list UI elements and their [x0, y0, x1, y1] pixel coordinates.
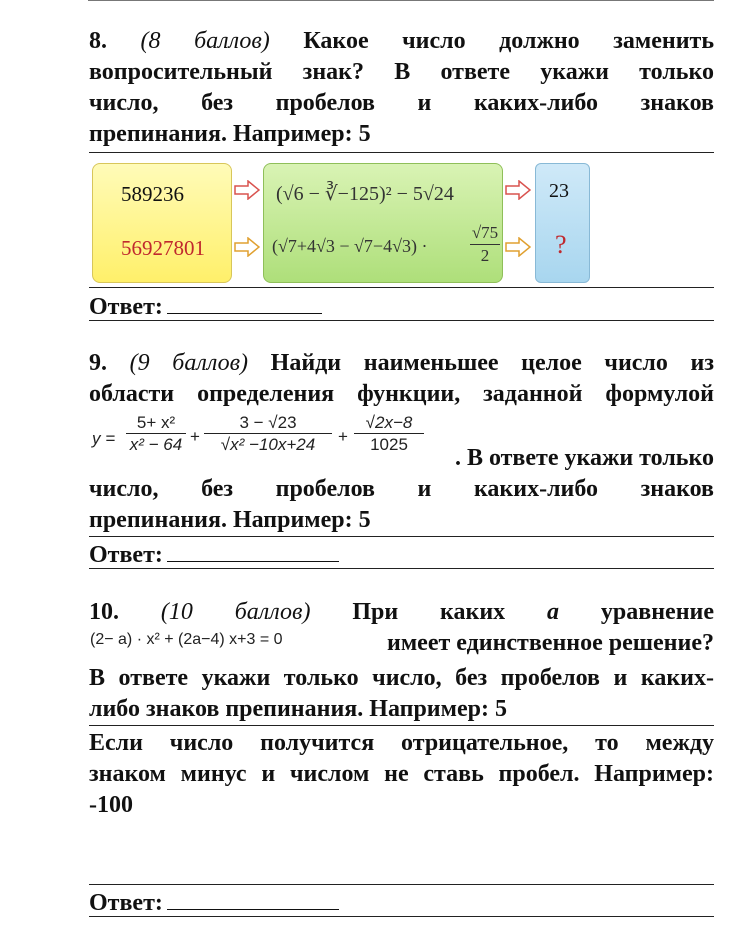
q9-answer-field[interactable]	[167, 539, 339, 562]
puzzle-expr-top: (√6 − ∛−125)² − 5√24	[276, 183, 454, 205]
puzzle-left-top: 589236	[121, 182, 184, 206]
question-10	[89, 597, 714, 628]
formula-fraction-2	[204, 413, 332, 456]
q10-variable-a: a	[547, 599, 560, 625]
q8-line3: число, без пробелов и каких-либо знаков	[89, 90, 714, 116]
formula-f2-num: 3 − √23	[204, 413, 332, 434]
formula-fraction-1	[126, 413, 186, 456]
q10-note2: знаком минус и числом не ставь пробел. Например:	[89, 761, 714, 787]
q10-note3: -100	[89, 792, 133, 818]
top-rule	[88, 0, 714, 1]
q9-line3: . В ответе укажи только	[454, 445, 714, 471]
divider	[89, 916, 714, 917]
divider	[89, 320, 714, 321]
formula-fraction-3	[354, 413, 424, 456]
q9-points: (9 баллов)	[129, 350, 248, 376]
q8-answer-label: Ответ:	[89, 294, 163, 320]
q10-line3: В ответе укажи только число, без пробелов и каких-	[89, 665, 714, 691]
q8-points: (8 баллов)	[140, 28, 270, 54]
q10-equation: (2− a) · x² + (2a−4) x+3 = 0	[90, 631, 283, 648]
q10-answer	[89, 887, 339, 917]
q10-continued	[89, 663, 714, 725]
puzzle-expr-bottom	[272, 236, 427, 257]
puzzle-left-bottom: 56927801	[121, 236, 205, 260]
q10-points: (10 баллов)	[160, 599, 311, 625]
divider	[89, 536, 714, 537]
puzzle-result-top: 23	[549, 180, 569, 202]
q8-number: 8.	[89, 28, 107, 54]
question-9	[89, 348, 714, 410]
q8-line4: препинания. Например: 5	[89, 121, 371, 147]
divider	[89, 884, 714, 885]
q9-continued	[89, 474, 714, 536]
q10-line1-a: При каких	[352, 599, 506, 625]
q10-note	[89, 728, 714, 821]
formula-f1-num: 5+ x²	[126, 413, 186, 434]
arrow-right-icon	[505, 237, 531, 257]
q9-number: 9.	[89, 350, 107, 376]
q9-line1: Найди наименьшее целое число из	[270, 350, 715, 376]
q8-line1: Какое число должно заменить	[303, 28, 715, 54]
q8-answer-field[interactable]	[167, 291, 322, 314]
puzzle-expression-box	[263, 163, 503, 283]
q9-formula	[92, 413, 432, 469]
divider	[89, 152, 714, 153]
formula-f3-den: 1025	[370, 435, 408, 454]
puzzle-input-box	[92, 163, 232, 283]
q8-line2: вопросительный знак? В ответе укажи только	[89, 59, 714, 85]
divider	[89, 725, 714, 726]
puzzle-expr-bottom-main: (√7+4√3 − √7−4√3) ·	[272, 236, 428, 256]
formula-y: y =	[92, 429, 116, 448]
puzzle-expr-num: √75	[470, 222, 500, 245]
q10-answer-label: Ответ:	[89, 890, 163, 916]
q10-number: 10.	[89, 599, 119, 625]
arrow-right-icon	[505, 180, 531, 200]
formula-plus-1: +	[190, 427, 200, 446]
divider	[89, 568, 714, 569]
formula-plus-2: +	[338, 427, 348, 446]
q9-answer	[89, 539, 339, 569]
q9-line5: препинания. Например: 5	[89, 507, 371, 533]
puzzle-result-box	[535, 163, 590, 283]
formula-f1-den: x² − 64	[129, 435, 183, 454]
arrow-right-icon	[234, 237, 260, 257]
puzzle-result-question: ?	[555, 230, 567, 259]
q10-line1-b: уравнение	[600, 599, 715, 625]
question-8	[89, 26, 714, 150]
divider	[89, 287, 714, 288]
q9-answer-label: Ответ:	[89, 542, 163, 568]
q10-line4: либо знаков препинания. Например: 5	[89, 696, 507, 722]
formula-f3-num: √2x−8	[354, 413, 424, 434]
arrow-right-icon	[234, 180, 260, 200]
formula-f2-den: √x² −10x+24	[220, 435, 316, 454]
puzzle-expr-fraction	[470, 222, 500, 267]
q9-line2: области определения функции, заданной формулой	[89, 381, 714, 407]
q10-answer-field[interactable]	[167, 887, 339, 910]
q9-line4: число, без пробелов и каких-либо знаков	[89, 476, 714, 502]
q8-answer	[89, 291, 322, 321]
puzzle-expr-den: 2	[480, 246, 490, 265]
q10-line2: имеет единственное решение?	[387, 630, 714, 656]
q10-note1: Если число получится отрицательное, то между	[89, 730, 714, 756]
